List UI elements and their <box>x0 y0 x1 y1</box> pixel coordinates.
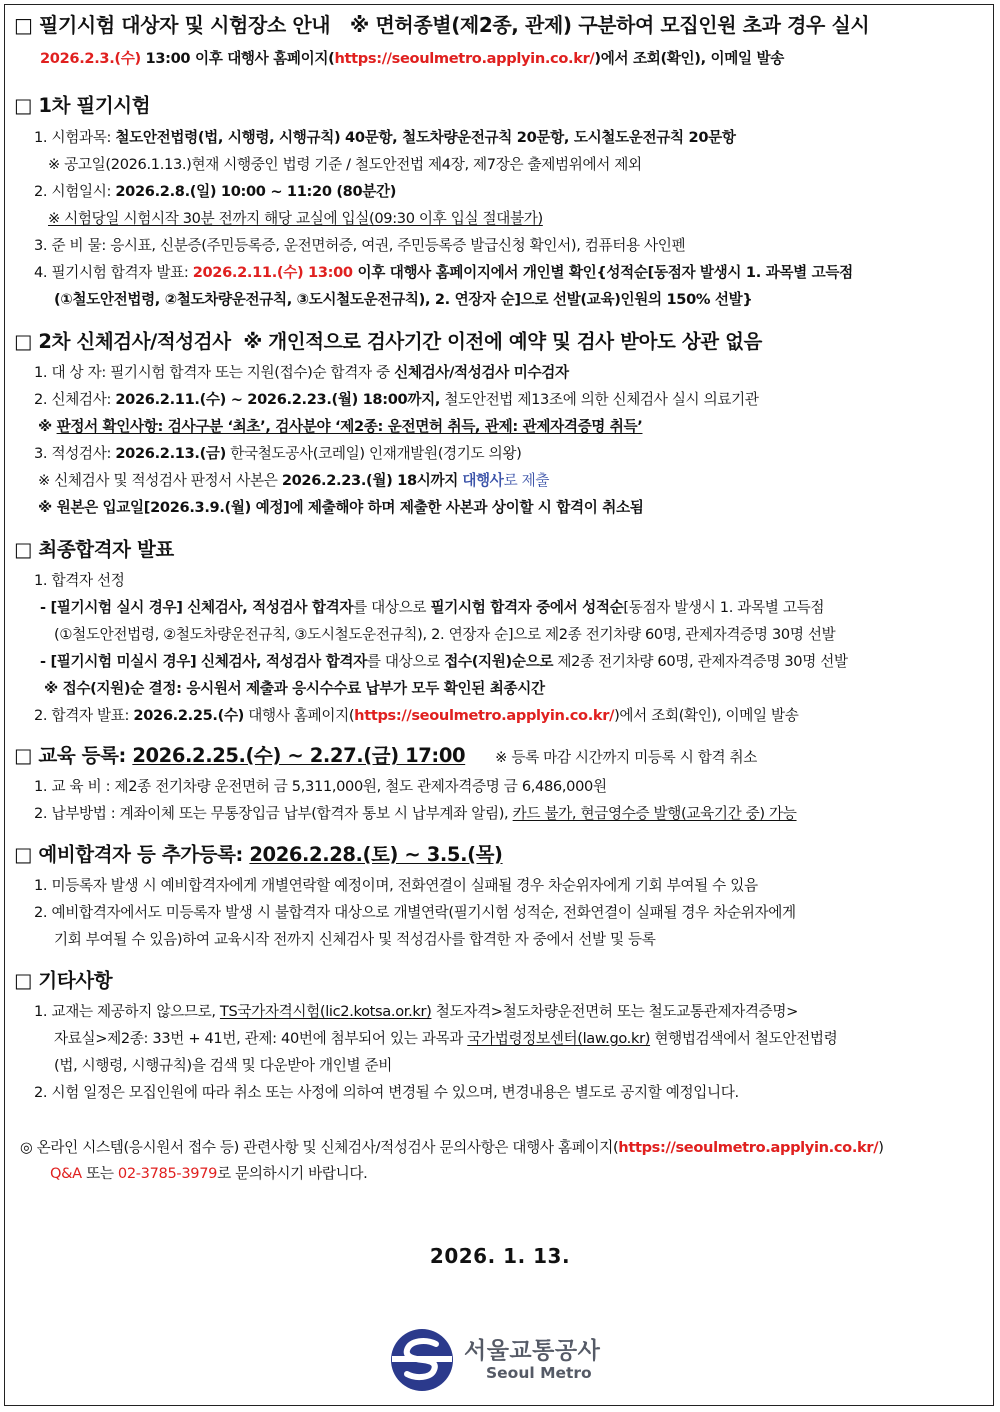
section-heading-exam-venue: □ 필기시험 대상자 및 시험장소 안내 ※ 면허종별(제2종, 관제) 구분하여 모집인원 초과 경우 실시 <box>14 13 870 37</box>
written-result-criteria: (①철도안전법령, ②철도차량운전규칙, ③도시철도운전규칙), 2. 연장자 순]으로 선발(교육)인원의 150% 선발} <box>54 291 753 308</box>
reserve-note-2: 2. 예비합격자에서도 미등록자 발생 시 불합격자 대상으로 개별연락(필기시험 성적순, 전화연결이 실패될 경우 차순위자에게 <box>34 904 796 921</box>
selection-with-written: - [필기시험 실시 경우] 신체검사, 적성검사 합격자를 대상으로 필기시험 합격자 중에서 성적순[동점자 발생시 1. 과목별 고득점 <box>40 599 825 616</box>
inquiry-phone[interactable]: 02-3785-3979 <box>117 1165 218 1182</box>
physical-check-verification: ※ 판정서 확인사항: 검사구분 ‘최초’, 검사분야 ‘제2종: 운전면허 취득, 관제: 관제자격증명 취득’ <box>38 418 643 435</box>
copy-submission-note: ※ 신체검사 및 적성검사 판정서 사본은 2026.2.23.(월) 18시까지 대행사로 제출 <box>38 472 550 489</box>
agency-homepage-link[interactable]: https://seoulmetro.applyin.co.kr/ <box>354 707 615 724</box>
section-heading-other: □ 기타사항 <box>14 969 113 992</box>
exam-scope-note: ※ 공고일(2026.1.13.)현재 시행중인 법령 기준 / 철도안전법 제4장, 제7장은 출제범위에서 제외 <box>48 156 642 173</box>
payment-method: 2. 납부방법 : 계좌이체 또는 무통장입금 납부(합격자 통보 시 납부계좌 알림), 카드 불가, 현금영수증 발행(교육기간 중) 가능 <box>34 805 797 822</box>
seoul-metro-logo <box>390 1326 630 1392</box>
section-heading-physical-aptitude: □ 2차 신체검사/적성검사 ※ 개인적으로 검사기간 이전에 예약 및 검사 받아도 상관 없음 <box>14 330 762 353</box>
ts-exam-link[interactable]: TS국가자격시험(lic2.kotsa.or.kr) <box>219 1003 432 1020</box>
section-heading-enrollment: □ 교육 등록: 2026.2.25.(수) ~ 2.27.(금) 17:00 ※ 등록 마감 시간까지 미등록 시 합격 취소 <box>14 744 758 767</box>
physical-check-period: 2. 신체검사: 2026.2.11.(수) ~ 2026.2.23.(월) 18:00까지, 철도안전법 제13조에 의한 신체검사 실시 의료기관 <box>34 391 759 408</box>
final-result-announcement: 2. 합격자 발표: 2026.2.25.(수) 대행사 홈페이지(https://seoulmetro.applyin.co.kr/)에서 조회(확인), 이메일 발송 <box>34 707 799 724</box>
logo-korean-name: 서울교통공사 <box>464 1338 601 1364</box>
notice-date: 2026. 1. 13. <box>429 1244 571 1268</box>
textbook-note-cont-2: (법, 시행령, 시행규칙)을 검색 및 다운받아 개인별 준비 <box>54 1057 392 1074</box>
tuition-fee: 1. 교 육 비 : 제2종 전기차량 운전면허 금 5,311,000원, 철도 관제자격증명 금 6,486,000원 <box>34 778 607 795</box>
exam-supplies: 3. 준 비 물: 응시표, 신분증(주민등록증, 운전면허증, 여권, 주민등록증 발급신청 확인서), 컴퓨터용 사인펜 <box>34 237 686 254</box>
law-info-link[interactable]: 국가법령정보센터(law.go.kr) <box>467 1030 651 1047</box>
aptitude-test-date: 3. 적성검사: 2026.2.13.(금) 한국철도공사(코레일) 인재개발원(경기도 의왕) <box>34 445 522 462</box>
inquiry-note: ◎ 온라인 시스템(응시원서 접수 등) 관련사항 및 신체검사/적성검사 문의사항은 대행사 홈페이지(https://seoulmetro.applyin.co.kr/) <box>20 1139 884 1156</box>
agency-homepage-link[interactable]: https://seoulmetro.applyin.co.kr/ <box>618 1139 879 1156</box>
section-heading-written-exam: □ 1차 필기시험 <box>14 94 151 117</box>
application-order-note: ※ 접수(지원)순 결정: 응시원서 제출과 응시수수료 납부가 모두 확인된 최종시간 <box>44 680 545 697</box>
final-selection-title: 1. 합격자 선정 <box>34 572 125 589</box>
reserve-note-1: 1. 미등록자 발생 시 예비합격자에게 개별연락할 예정이며, 전화연결이 실패될 경우 차순위자에게 기회 부여될 수 있음 <box>34 877 758 894</box>
selection-with-written-criteria: (①철도안전법령, ②철도차량운전규칙, ③도시철도운전규칙), 2. 연장자 순]으로 제2종 전기차량 60명, 관제자격증명 30명 선발 <box>54 626 836 643</box>
logo-english-name: Seoul Metro <box>486 1364 592 1382</box>
exam-venue-notice: 2026.2.3.(수) 13:00 이후 대행사 홈페이지(https://seoulmetro.applyin.co.kr/)에서 조회(확인), 이메일 발송 <box>40 50 784 67</box>
written-result-announcement: 4. 필기시험 합격자 발표: 2026.2.11.(수) 13:00 이후 대행사 홈페이지에서 개인별 확인{성적순[동점자 발생시 1. 과목별 고득점 <box>34 264 853 281</box>
exam-entry-note: ※ 시험당일 시험시작 30분 전까지 해당 교실에 입실(09:30 이후 입실 절대불가) <box>48 210 543 227</box>
check-target: 1. 대 상 자: 필기시험 합격자 또는 지원(접수)순 합격자 중 신체검사/적성검사 미수검자 <box>34 364 569 381</box>
textbook-note: 1. 교재는 제공하지 않으므로, TS국가자격시험(lic2.kotsa.or.kr) 철도자격>철도차량운전면허 또는 철도교통관제자격증명> <box>34 1003 799 1020</box>
section-heading-final-result: □ 최종합격자 발표 <box>14 538 174 561</box>
exam-subjects: 1. 시험과목: 철도안전법령(법, 시행령, 시행규칙) 40문항, 철도차량운전규칙 20문항, 도시철도운전규칙 20문항 <box>34 129 736 146</box>
schedule-change-note: 2. 시험 일정은 모집인원에 따라 취소 또는 사정에 의하여 변경될 수 있으며, 변경내용은 별도로 공지할 예정입니다. <box>34 1084 739 1101</box>
agency-homepage-link[interactable]: https://seoulmetro.applyin.co.kr/ <box>334 50 595 67</box>
seoul-metro-emblem-icon <box>390 1328 454 1392</box>
exam-datetime: 2. 시험일시: 2026.2.8.(일) 10:00 ~ 11:20 (80분간) <box>34 183 397 200</box>
selection-without-written: - [필기시험 미실시 경우] 신체검사, 적성검사 합격자를 대상으로 접수(지원)순으로 제2종 전기차량 60명, 관제자격증명 30명 선발 <box>40 653 848 670</box>
textbook-note-cont: 자료실>제2종: 33번 + 41번, 관제: 40번에 첨부되어 있는 과목과 국가법령정보센터(law.go.kr) 현행법검색에서 철도안전법령 <box>54 1030 838 1047</box>
reserve-note-2-cont: 기회 부여될 수 있음)하여 교육시작 전까지 신체검사 및 적성검사를 합격한 자 중에서 선발 및 등록 <box>54 931 656 948</box>
original-submission-note: ※ 원본은 입교일[2026.3.9.(월) 예정]에 제출해야 하며 제출한 사본과 상이할 시 합격이 취소됨 <box>38 499 644 516</box>
section-heading-reserve-enrollment: □ 예비합격자 등 추가등록: 2026.2.28.(토) ~ 3.5.(목) <box>14 843 503 866</box>
inquiry-note-cont: Q&A 또는 02-3785-3979로 문의하시기 바랍니다. <box>50 1165 368 1182</box>
